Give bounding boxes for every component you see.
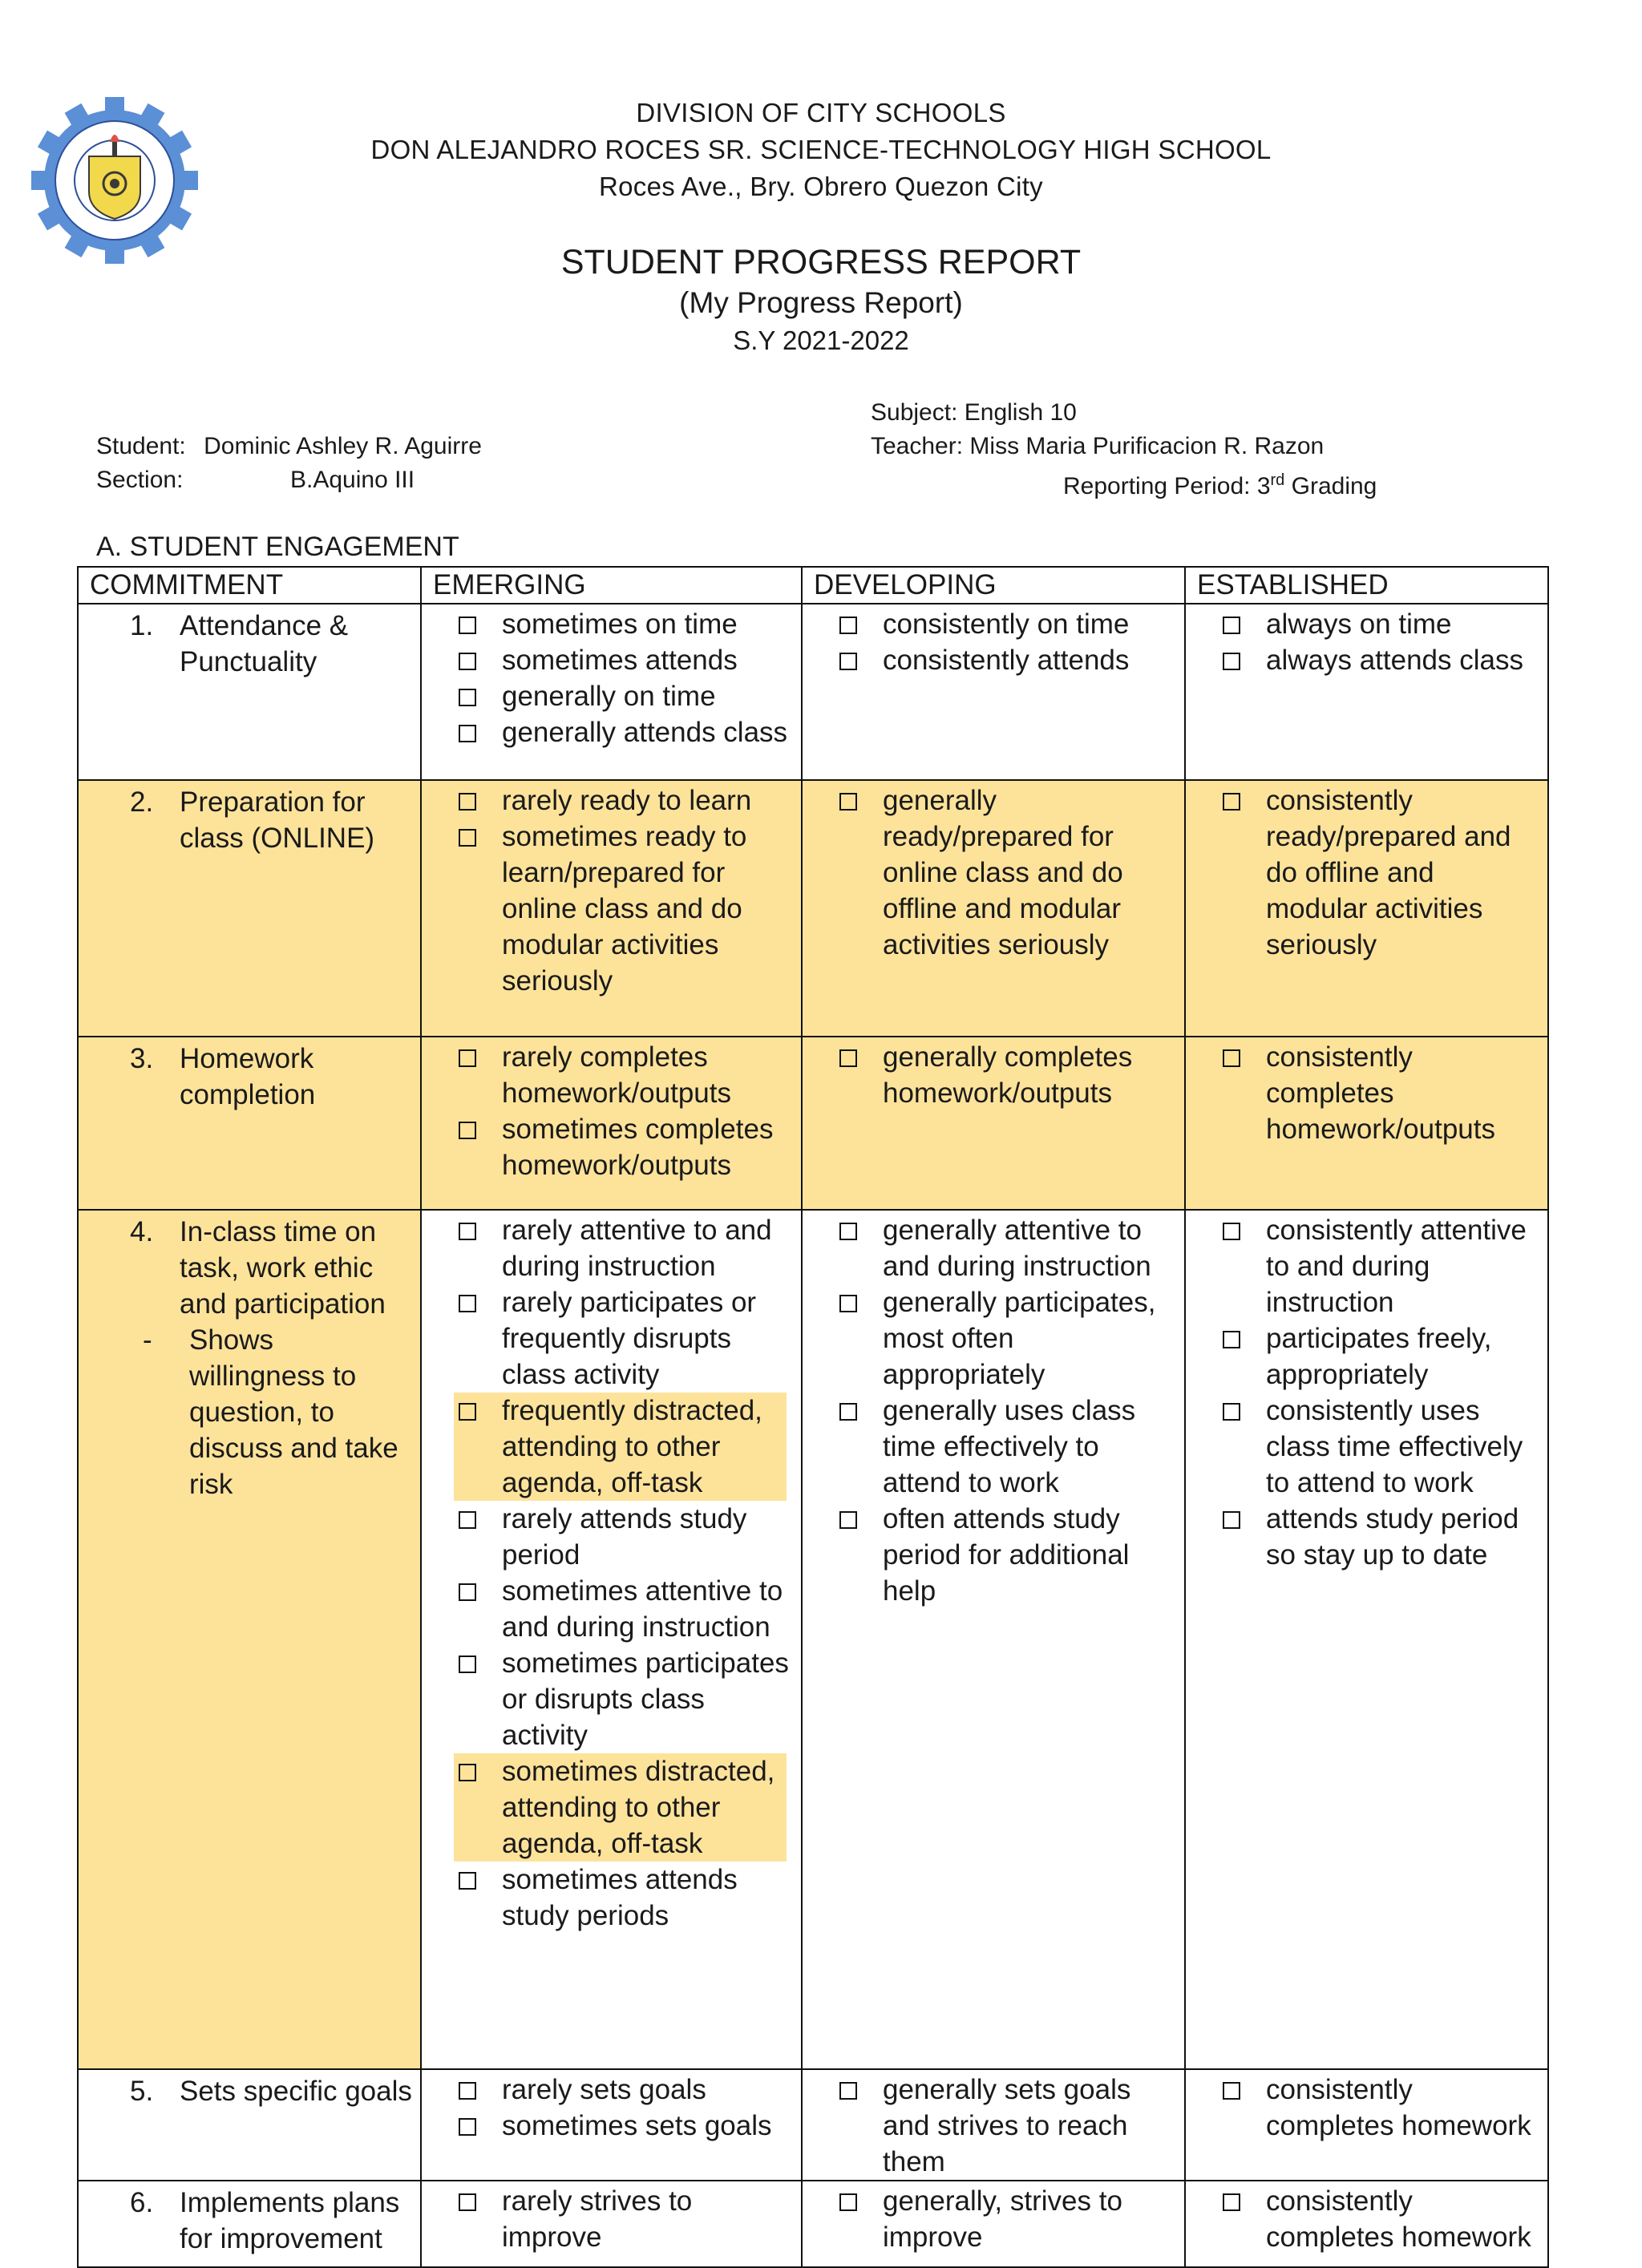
checkbox-icon[interactable] (1223, 617, 1240, 634)
checkbox-option[interactable] (1186, 1212, 1541, 1320)
established-options (1186, 1212, 1547, 1573)
option-label: sometimes on time (502, 608, 738, 640)
checkbox-option[interactable] (422, 606, 795, 642)
checkbox-option[interactable] (422, 2183, 795, 2255)
checkbox-icon[interactable] (839, 1049, 857, 1067)
checkbox-option[interactable] (1186, 2183, 1541, 2255)
checkbox-option[interactable] (803, 1212, 1178, 1284)
commitment-sublabel (143, 1322, 412, 1502)
option-label: frequently distracted, attending to other agenda, off-task (502, 1395, 762, 1498)
checkbox-option[interactable] (1186, 606, 1541, 642)
checkbox-icon[interactable] (839, 2193, 857, 2211)
checkbox-icon[interactable] (459, 1122, 476, 1139)
checkbox-option[interactable] (1186, 1039, 1541, 1147)
checkbox-option[interactable] (1186, 2072, 1541, 2144)
emerging-options (422, 606, 801, 750)
checkbox-option[interactable] (1186, 782, 1541, 963)
developing-cell (802, 2069, 1185, 2181)
checkbox-option[interactable] (422, 1212, 795, 1284)
checkbox-option[interactable] (422, 642, 795, 678)
checkbox-icon[interactable] (1223, 1049, 1240, 1067)
section-value: B.Aquino III (290, 467, 415, 493)
rubric-row (78, 2181, 1548, 2267)
checkbox-option[interactable] (454, 1753, 787, 1862)
col-header-commitment: COMMITMENT (78, 567, 421, 604)
rubric-body (78, 604, 1548, 2267)
checkbox-icon[interactable] (459, 1295, 476, 1312)
established-options (1186, 2183, 1547, 2255)
checkbox-icon[interactable] (1223, 1403, 1240, 1421)
checkbox-icon[interactable] (459, 1223, 476, 1240)
checkbox-option[interactable] (422, 714, 795, 750)
rubric-row (78, 604, 1548, 780)
established-options (1186, 1039, 1547, 1147)
developing-options (803, 1039, 1184, 1111)
option-label: sometimes attends (502, 645, 738, 676)
commitment-cell (78, 780, 421, 1037)
established-cell (1185, 2069, 1548, 2181)
established-cell (1185, 1210, 1548, 2069)
checkbox-icon[interactable] (459, 1872, 476, 1890)
period-num: 3 (1256, 473, 1271, 499)
option-label: participates freely, appropriately (1266, 1323, 1492, 1390)
division-name: DIVISION OF CITY SCHOOLS (636, 98, 1006, 127)
checkbox-option[interactable] (422, 1645, 795, 1753)
checkbox-icon[interactable] (459, 793, 476, 811)
checkbox-icon[interactable] (459, 1656, 476, 1673)
checkbox-icon[interactable] (839, 617, 857, 634)
teacher-label: Teacher: (871, 433, 964, 459)
commitment-number: 2. (130, 786, 154, 818)
checkbox-option[interactable] (1186, 1501, 1541, 1573)
option-label: sometimes sets goals (502, 2110, 772, 2141)
checkbox-option[interactable] (422, 2108, 795, 2144)
option-label: rarely attentive to and during instruction (502, 1215, 772, 1282)
commitment-label: Implements plans for improvement (180, 2187, 400, 2254)
checkbox-icon[interactable] (459, 1049, 476, 1067)
developing-options (803, 2183, 1184, 2255)
checkbox-icon[interactable] (839, 1511, 857, 1529)
table-header-row (78, 567, 1548, 604)
student-name: Dominic Ashley R. Aguirre (204, 433, 482, 459)
checkbox-icon[interactable] (459, 2193, 476, 2211)
option-label: consistently completes homework/outputs (1266, 1041, 1495, 1145)
checkbox-option[interactable] (454, 1393, 787, 1501)
checkbox-icon[interactable] (839, 2082, 857, 2100)
checkbox-icon[interactable] (839, 1295, 857, 1312)
checkbox-option[interactable] (803, 642, 1178, 678)
emerging-options (422, 2072, 801, 2144)
commitment-number: 1. (130, 610, 154, 641)
emerging-cell (421, 780, 802, 1037)
developing-options (803, 2072, 1184, 2180)
commitment-cell (78, 1037, 421, 1210)
teacher-line (871, 430, 1324, 463)
subject-line (871, 396, 1077, 430)
established-cell (1185, 2181, 1548, 2267)
commitment-cell (78, 604, 421, 780)
checkbox-icon[interactable] (459, 1764, 476, 1781)
commitment-number: 4. (130, 1216, 154, 1247)
option-label: generally ready/prepared for online class and do offline and modular activities seriously (883, 785, 1123, 960)
checkbox-icon[interactable] (459, 725, 476, 742)
option-label: rarely participates or frequently disrupts class activity (502, 1287, 757, 1390)
commitment-cell (78, 2181, 421, 2267)
checkbox-icon[interactable] (1223, 793, 1240, 811)
option-label: generally uses class time effectively to attend to work (883, 1395, 1136, 1498)
checkbox-icon[interactable] (459, 829, 476, 847)
reporting-period (1063, 463, 1377, 503)
option-label: generally completes homework/outputs (883, 1041, 1133, 1109)
option-label: often attends study period for additional help (883, 1503, 1130, 1607)
subject-label: Subject: (871, 399, 958, 426)
option-label: generally participates, most often appropriately (883, 1287, 1156, 1390)
emerging-cell (421, 1210, 802, 2069)
checkbox-icon[interactable] (1223, 653, 1240, 670)
report-heading (0, 241, 1642, 359)
checkbox-option[interactable] (422, 1501, 795, 1573)
school-year: S.Y 2021-2022 (733, 325, 909, 355)
school-name: DON ALEJANDRO ROCES SR. SCIENCE-TECHNOLOGY HIGH SCHOOL (370, 135, 1272, 164)
rubric-row (78, 2069, 1548, 2181)
established-options (1186, 782, 1547, 963)
emerging-options (422, 1039, 801, 1183)
checkbox-icon[interactable] (839, 1403, 857, 1421)
commitment-label: Sets specific goals (180, 2076, 412, 2107)
checkbox-option[interactable] (803, 782, 1178, 963)
emerging-cell (421, 2069, 802, 2181)
checkbox-option[interactable] (422, 1862, 795, 1934)
checkbox-icon[interactable] (839, 1223, 857, 1240)
checkbox-option[interactable] (803, 1393, 1178, 1501)
option-label: rarely ready to learn (502, 785, 752, 816)
checkbox-option[interactable] (422, 1573, 795, 1645)
option-label: rarely attends study period (502, 1503, 747, 1571)
checkbox-option[interactable] (422, 782, 795, 819)
section-label: Section: (96, 467, 184, 493)
option-label: consistently ready/prepared and do offline and modular activities seriously (1266, 785, 1511, 960)
teacher-value: Miss Maria Purificacion R. Razon (969, 433, 1325, 459)
rubric-row (78, 1037, 1548, 1210)
checkbox-option[interactable] (803, 606, 1178, 642)
checkbox-option[interactable] (803, 1039, 1178, 1111)
established-cell (1185, 780, 1548, 1037)
report-title: STUDENT PROGRESS REPORT (560, 243, 1082, 281)
developing-options (803, 606, 1184, 678)
checkbox-icon[interactable] (1223, 1331, 1240, 1348)
student-label: Student: (96, 433, 186, 459)
established-options (1186, 606, 1547, 678)
checkbox-option[interactable] (422, 678, 795, 714)
developing-cell (802, 2181, 1185, 2267)
option-label: sometimes attends study periods (502, 1864, 738, 1931)
col-header-emerging: EMERGING (421, 567, 802, 604)
emerging-options (422, 1212, 801, 1934)
option-label: generally, strives to improve (883, 2185, 1122, 2253)
section-a-heading: A. STUDENT ENGAGEMENT (96, 532, 459, 562)
option-label: consistently completes homework (1266, 2185, 1531, 2253)
checkbox-icon[interactable] (459, 2118, 476, 2136)
checkbox-icon[interactable] (459, 1583, 476, 1601)
rubric-row (78, 1210, 1548, 2069)
checkbox-icon[interactable] (1223, 2193, 1240, 2211)
checkbox-icon[interactable] (839, 653, 857, 670)
developing-cell (802, 780, 1185, 1037)
commitment-number: 6. (130, 2187, 154, 2218)
checkbox-icon[interactable] (459, 689, 476, 706)
option-label: always attends class (1266, 645, 1523, 676)
school-address: Roces Ave., Bry. Obrero Quezon City (598, 172, 1043, 201)
checkbox-icon[interactable] (1223, 2082, 1240, 2100)
checkbox-option[interactable] (1186, 1320, 1541, 1393)
option-label: rarely strives to improve (502, 2185, 693, 2253)
checkbox-option[interactable] (422, 2072, 795, 2108)
rubric-row (78, 780, 1548, 1037)
checkbox-option[interactable] (422, 819, 795, 999)
established-cell (1185, 604, 1548, 780)
checkbox-option[interactable] (1186, 642, 1541, 678)
checkbox-option[interactable] (803, 2072, 1178, 2180)
commitment-number: 5. (130, 2076, 154, 2107)
subject-value: English 10 (964, 399, 1077, 426)
commitment-cell (78, 1210, 421, 2069)
checkbox-icon[interactable] (459, 617, 476, 634)
established-cell (1185, 1037, 1548, 1210)
checkbox-option[interactable] (1186, 1393, 1541, 1501)
period-sup: rd (1270, 471, 1285, 489)
checkbox-option[interactable] (422, 1039, 795, 1111)
checkbox-option[interactable] (803, 1284, 1178, 1393)
period-label: Reporting Period: (1063, 473, 1251, 499)
period-text: Grading (1291, 473, 1377, 499)
developing-options (803, 782, 1184, 963)
report-subtitle: (My Progress Report) (679, 286, 963, 319)
engagement-rubric-table (77, 566, 1549, 2268)
developing-cell (802, 1210, 1185, 2069)
developing-options (803, 1212, 1184, 1609)
option-label: generally attentive to and during instruction (883, 1215, 1151, 1282)
option-label: rarely completes homework/outputs (502, 1041, 731, 1109)
commitment-label: Attendance & Punctuality (180, 610, 349, 677)
emerging-options (422, 782, 801, 999)
emerging-cell (421, 2181, 802, 2267)
col-header-established: ESTABLISHED (1185, 567, 1548, 604)
option-label: consistently on time (883, 608, 1130, 640)
student-line (96, 430, 482, 463)
commitment-label: In-class time on task, work ethic and participation (180, 1216, 386, 1320)
checkbox-icon[interactable] (1223, 1223, 1240, 1240)
checkbox-icon[interactable] (459, 1511, 476, 1529)
commitment-label: Preparation for class (ONLINE) (180, 786, 375, 854)
commitment-number: 3. (130, 1043, 154, 1074)
option-label: always on time (1266, 608, 1452, 640)
option-label: generally sets goals and strives to reach them (883, 2074, 1131, 2177)
option-label: sometimes ready to learn/prepared for online class and do modular activities seriously (502, 821, 747, 997)
option-label: sometimes completes homework/outputs (502, 1114, 774, 1181)
developing-cell (802, 1037, 1185, 1210)
option-label: attends study period so stay up to date (1266, 1503, 1519, 1571)
option-label: sometimes distracted, attending to other agenda, off-task (502, 1756, 775, 1859)
developing-cell (802, 604, 1185, 780)
sublabel-text: Shows willingness to question, to discuss and take risk (189, 1324, 398, 1500)
checkbox-option[interactable] (803, 2183, 1178, 2255)
option-label: consistently attentive to and during instruction (1266, 1215, 1527, 1318)
option-label: consistently attends (883, 645, 1130, 676)
option-label: consistently uses class time effectively to attend to work (1266, 1395, 1523, 1498)
option-label: generally attends class (502, 717, 788, 748)
option-label: sometimes participates or disrupts class activity (502, 1647, 789, 1751)
checkbox-option[interactable] (422, 1284, 795, 1393)
col-header-developing: DEVELOPING (802, 567, 1185, 604)
option-label: consistently completes homework (1266, 2074, 1531, 2141)
option-label: sometimes attentive to and during instruction (502, 1575, 783, 1643)
checkbox-icon[interactable] (459, 1403, 476, 1421)
checkbox-icon[interactable] (459, 653, 476, 670)
checkbox-option[interactable] (803, 1501, 1178, 1609)
established-options (1186, 2072, 1547, 2144)
commitment-label: Homework completion (180, 1043, 316, 1110)
school-header (0, 95, 1642, 205)
commitment-cell (78, 2069, 421, 2181)
emerging-cell (421, 1037, 802, 1210)
option-label: generally on time (502, 681, 716, 712)
emerging-cell (421, 604, 802, 780)
option-label: rarely sets goals (502, 2074, 706, 2105)
checkbox-option[interactable] (422, 1111, 795, 1183)
checkbox-icon[interactable] (839, 793, 857, 811)
emerging-options (422, 2183, 801, 2255)
checkbox-icon[interactable] (459, 2082, 476, 2100)
checkbox-icon[interactable] (1223, 1511, 1240, 1529)
sublabel-dash: - (143, 1324, 152, 1356)
